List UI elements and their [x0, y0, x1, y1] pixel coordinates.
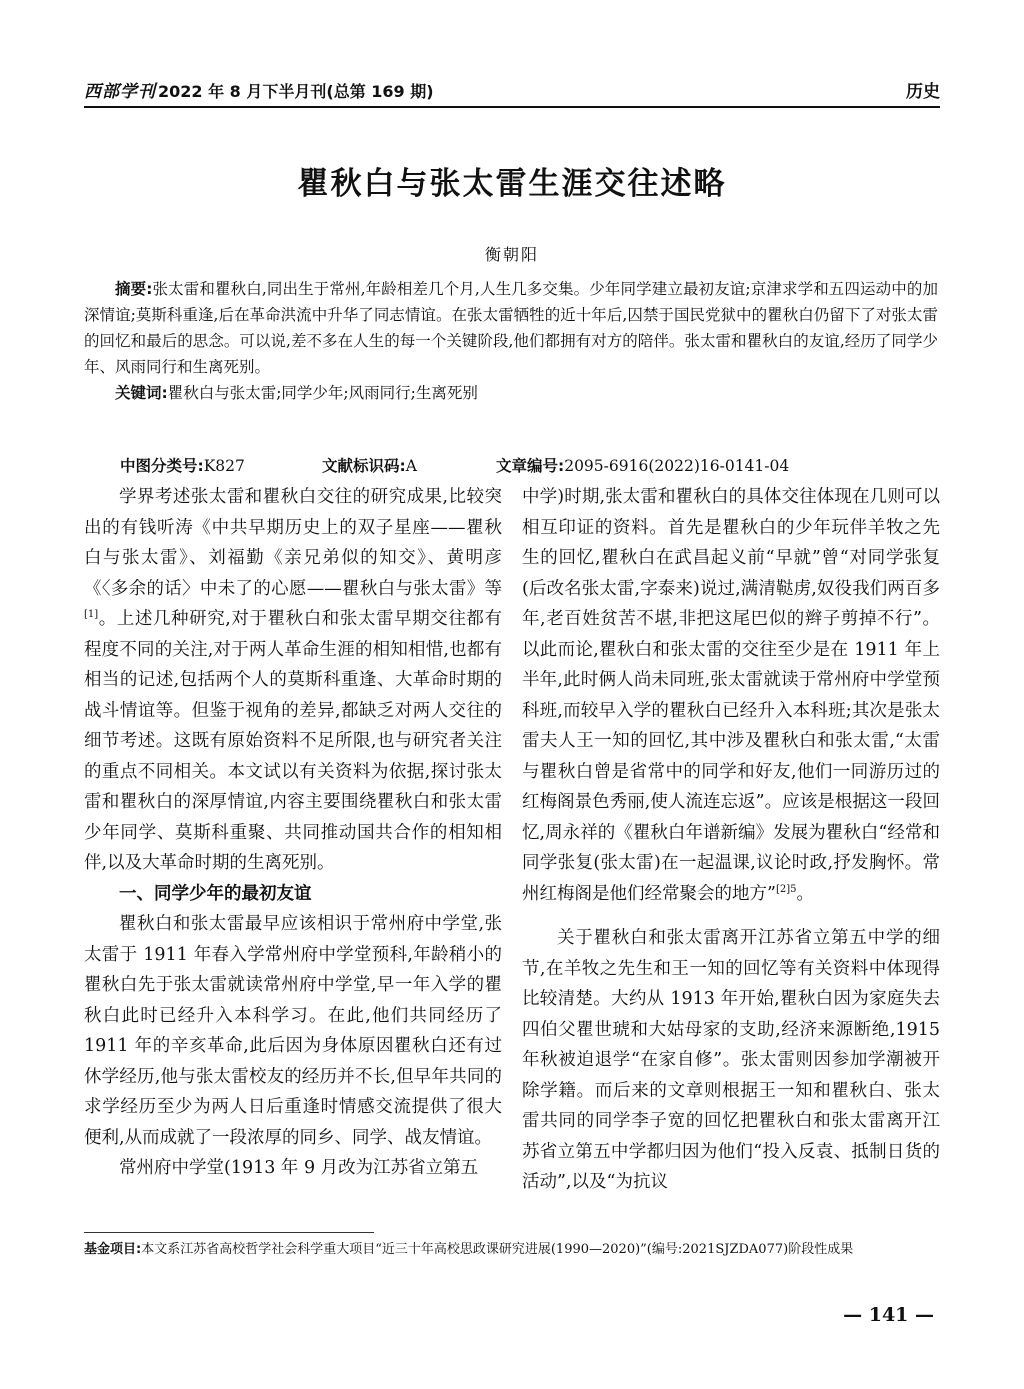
section-label: 历史	[906, 82, 940, 102]
citation-ref: [2]5	[775, 883, 797, 895]
article-author: 衡朝阳	[484, 245, 539, 264]
paragraph-continued	[522, 482, 940, 909]
citation-ref: [1]	[84, 609, 99, 621]
footnote-divider	[84, 1232, 374, 1233]
abstract	[84, 276, 938, 380]
header-journal-info	[84, 77, 434, 102]
article-number-label: 文章编号:	[496, 457, 565, 475]
keywords	[84, 380, 938, 406]
doc-code-item	[322, 454, 496, 476]
paragraph: 瞿秋白和张太雷最早应该相识于常州府中学堂,张太雷于 1911 年春入学常州府中学堂预科,年龄稍小的瞿秋白先于张太雷就读常州府中学堂,早一年入学的瞿秋白此时已经升入本科学习。在此,他们共同经历了 1911 年的辛亥革命,此后因为身体原因瞿秋白还有过休学经历,他与张太雷校友的经历并不长,但早年共同的求学经历至少为两人日后重逢时情感交流提供了很大便利,从而成就了一段浓厚的同乡、同学、战友情谊。	[84, 914, 502, 1148]
doc-code-value: A	[405, 457, 417, 475]
left-column	[84, 482, 502, 1184]
article-title: 瞿秋白与张太雷生涯交往述略	[297, 166, 727, 202]
journal-logo: 西部学刊	[84, 82, 156, 102]
abstract-label: 摘要:	[115, 280, 153, 298]
abstract-text: 张太雷和瞿秋白,同出生于常州,年龄相差几个月,人生几多交集。少年同学建立最初友谊;京津求学和五四运动中的加深情谊;莫斯科重逢,后在革命洪流中升华了同志情谊。在张太雷牺牲的近十年后,囚禁于国民党狱中的瞿秋白仍留下了对张太雷的回忆和最后的思念。可以说,差不多在人生的每一个关键阶段,他们都拥有对方的陪伴。张太雷和瞿秋白的友谊,经历了同学少年、风雨同行和生离死别。	[84, 280, 938, 376]
paragraph-text: 学界考述张太雷和瞿秋白交往的研究成果,比较突出的有钱听涛《中共早期历史上的双子星座——瞿秋白与张太雷》、刘福勤《亲兄弟似的知交》、黄明彦《〈多余的话〉中未了的心愿——瞿秋白与张太雷》等	[84, 487, 502, 599]
clc-value: K827	[203, 457, 245, 475]
fund-label: 基金项目:	[84, 1242, 142, 1257]
clc-item	[120, 454, 322, 476]
clc-label: 中图分类号:	[120, 457, 204, 475]
section-heading: 一、同学少年的最初友谊	[119, 883, 312, 904]
keywords-text: 瞿秋白与张太雷;同学少年;风雨同行;生离死别	[167, 384, 478, 402]
article-number-item	[496, 454, 789, 476]
right-column	[522, 482, 940, 1198]
fund-text: 本文系江苏省高校哲学社会科学重大项目“近三十年高校思政课研究进展(1990—2020)”(编号:2021SJZDA077)阶段性成果	[141, 1242, 854, 1257]
paragraph-text: 。上述几种研究,对于瞿秋白和张太雷早期交往都有程度不同的关注,对于两人革命生涯的相知相惜,也都有相当的记述,包括两个人的莫斯科重逢、大革命时期的战斗情谊等。但鉴于视角的差异,都缺乏对两人交往的细节考述。这既有原始资料不足所限,也与研究者关注的重点不同相关。本文试以有关资料为依据,探讨张太雷和瞿秋白的深厚情谊,内容主要围绕瞿秋白和张太雷少年同学、莫斯科重聚、共同推动国共合作的相知相伴,以及大革命时期的生离死别。	[84, 609, 502, 873]
paragraph-text: 中学)时期,张太雷和瞿秋白的具体交往体现在几则可以相互印证的资料。首先是瞿秋白的少年玩伴羊牧之先生的回忆,瞿秋白在武昌起义前“早就”曾“对同学张复(后改名张太雷,字泰来)说过,满清鞑虏,奴役我们两百多年,老百姓贫苦不堪,非把这尾巴似的辫子剪掉不行”。以此而论,瞿秋白和张太雷的交往至少是在 1911 年上半年,此时俩人尚未同班,张太雷就读于常州府中学堂预科班,而较早入学的瞿秋白已经升入本科班;其次是张太雷夫人王一知的回忆,其中涉及瞿秋白和张太雷,“太雷与瞿秋白曾是省常中的同学和好友,他们一同游历过的红梅阁景色秀丽,使人流连忘返”。应该是根据这一段回忆,周永祥的《瞿秋白年谱新编》发展为瞿秋白“经常和同学张复(张太雷)在一起温课,议论时政,抒发胸怀。常州红梅阁是他们经常聚会的地方”	[522, 487, 940, 904]
classification-row	[120, 454, 789, 476]
keywords-label: 关键词:	[115, 384, 168, 402]
fund-note	[84, 1238, 938, 1262]
doc-code-label: 文献标识码:	[322, 457, 406, 475]
abstract-block	[84, 276, 938, 406]
paragraph-text: 。	[796, 883, 814, 904]
issue-info: 2022 年 8 月下半月刊(总第 169 期)	[158, 82, 434, 101]
paragraph: 常州府中学堂(1913 年 9 月改为江苏省立第五	[119, 1158, 479, 1178]
running-header	[84, 70, 940, 108]
paragraph-intro	[84, 482, 502, 879]
paragraph: 关于瞿秋白和张太雷离开江苏省立第五中学的细节,在羊牧之先生和王一知的回忆等有关资料中体现得比较清楚。大约从 1913 年开始,瞿秋白因为家庭失去四伯父瞿世琥和大姑母家的支助,经济来源断绝,1915 年秋被迫退学“在家自修”。张太雷则因参加学潮被开除学籍。而后来的文章则根据王一知和瞿秋白、张太雷共同的同学李子宽的回忆把瞿秋白和张太雷离开江苏省立第五中学都归因为他们“投入反袁、抵制日货的活动”,以及“为抗议	[522, 928, 940, 1192]
article-number-value: 2095-6916(2022)16-0141-04	[564, 457, 790, 475]
page-number: — 141 —	[843, 1304, 934, 1326]
